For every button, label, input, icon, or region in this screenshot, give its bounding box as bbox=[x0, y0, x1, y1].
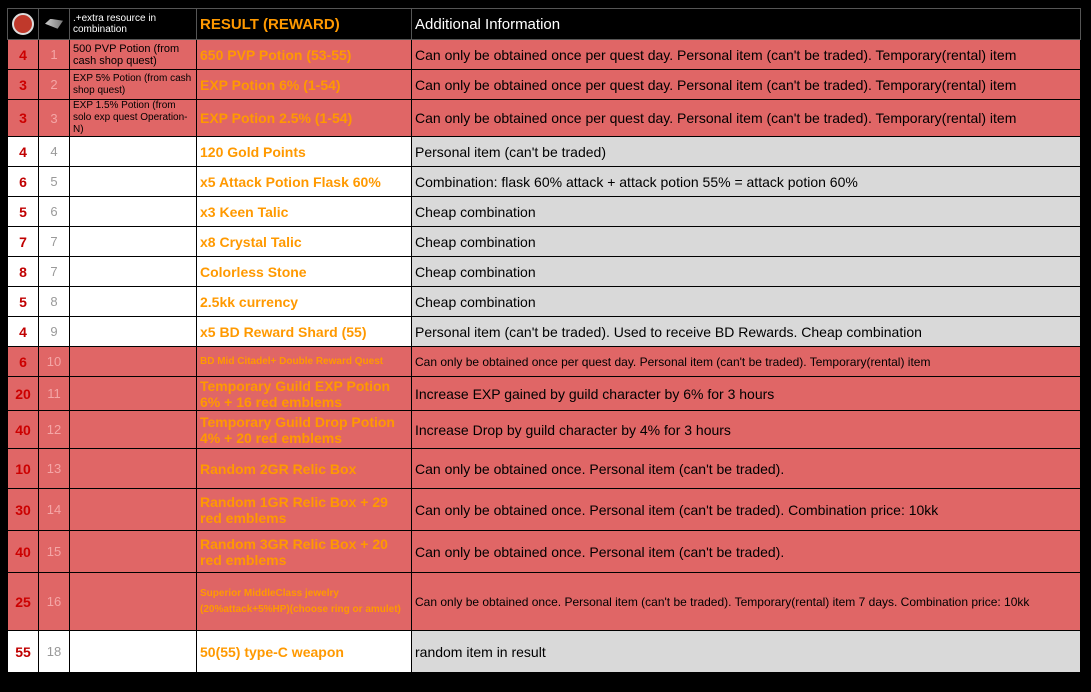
result-cell: EXP Potion 2.5% (1-54) bbox=[197, 100, 412, 137]
info-cell: Can only be obtained once per quest day. Personal item (can't be traded). Temporary(rental) item bbox=[412, 70, 1081, 100]
extra-resource-cell: EXP 1.5% Potion (from solo exp quest Operation-N) bbox=[70, 100, 197, 137]
count-cell: 55 bbox=[8, 631, 39, 673]
extra-resource-cell bbox=[70, 449, 197, 489]
count-cell: 40 bbox=[8, 531, 39, 573]
table-row bbox=[8, 411, 1081, 449]
index-cell: 14 bbox=[39, 489, 70, 531]
info-cell: Personal item (can't be traded) bbox=[412, 137, 1081, 167]
index-cell: 6 bbox=[39, 197, 70, 227]
info-cell: Can only be obtained once per quest day. Personal item (can't be traded). Temporary(rental) item bbox=[412, 40, 1081, 70]
emblem-icon bbox=[12, 13, 34, 35]
table-row bbox=[8, 449, 1081, 489]
result-cell: Temporary Guild Drop Potion 4% + 20 red emblems bbox=[197, 411, 412, 449]
header-info: Additional Information bbox=[412, 9, 1081, 40]
count-cell: 4 bbox=[8, 40, 39, 70]
count-cell: 4 bbox=[8, 137, 39, 167]
index-cell: 5 bbox=[39, 167, 70, 197]
table-row bbox=[8, 317, 1081, 347]
result-cell: x3 Keen Talic bbox=[197, 197, 412, 227]
info-cell: Personal item (can't be traded). Used to receive BD Rewards. Cheap combination bbox=[412, 317, 1081, 347]
result-cell: Random 1GR Relic Box + 29 red emblems bbox=[197, 489, 412, 531]
result-cell: x5 BD Reward Shard (55) bbox=[197, 317, 412, 347]
index-cell: 16 bbox=[39, 573, 70, 631]
result-cell: 650 PVP Potion (53-55) bbox=[197, 40, 412, 70]
count-cell: 6 bbox=[8, 167, 39, 197]
header-result: RESULT (REWARD) bbox=[197, 9, 412, 40]
result-cell: x8 Crystal Talic bbox=[197, 227, 412, 257]
table-row bbox=[8, 40, 1081, 70]
result-cell: Random 2GR Relic Box bbox=[197, 449, 412, 489]
count-cell: 8 bbox=[8, 257, 39, 287]
index-cell: 4 bbox=[39, 137, 70, 167]
table-row bbox=[8, 531, 1081, 573]
index-cell: 9 bbox=[39, 317, 70, 347]
result-cell: 50(55) type-C weapon bbox=[197, 631, 412, 673]
table-row bbox=[8, 137, 1081, 167]
extra-resource-cell bbox=[70, 167, 197, 197]
index-cell: 8 bbox=[39, 287, 70, 317]
extra-resource-cell bbox=[70, 287, 197, 317]
info-cell: Can only be obtained once. Personal item (can't be traded). bbox=[412, 449, 1081, 489]
count-cell: 3 bbox=[8, 70, 39, 100]
count-cell: 30 bbox=[8, 489, 39, 531]
extra-resource-cell bbox=[70, 227, 197, 257]
extra-resource-cell bbox=[70, 631, 197, 673]
count-cell: 25 bbox=[8, 573, 39, 631]
index-cell: 12 bbox=[39, 411, 70, 449]
result-cell: 2.5kk currency bbox=[197, 287, 412, 317]
result-cell: BD Mid Citadel+ Double Reward Quest bbox=[197, 347, 412, 377]
index-cell: 2 bbox=[39, 70, 70, 100]
result-cell: Superior MiddleClass jewelry (20%attack+5%HP)(choose ring or amulet) bbox=[197, 573, 412, 631]
table-row bbox=[8, 70, 1081, 100]
info-cell: Can only be obtained once. Personal item (can't be traded). Temporary(rental) item 7 days. Combination price: 10kk bbox=[412, 573, 1081, 631]
info-cell: Cheap combination bbox=[412, 197, 1081, 227]
result-cell: EXP Potion 6% (1-54) bbox=[197, 70, 412, 100]
count-cell: 6 bbox=[8, 347, 39, 377]
index-cell: 18 bbox=[39, 631, 70, 673]
extra-resource-cell bbox=[70, 257, 197, 287]
index-cell: 15 bbox=[39, 531, 70, 573]
extra-resource-cell bbox=[70, 317, 197, 347]
info-cell: Cheap combination bbox=[412, 227, 1081, 257]
gem-icon bbox=[45, 19, 63, 29]
table-row bbox=[8, 573, 1081, 631]
index-cell: 11 bbox=[39, 377, 70, 411]
count-cell: 7 bbox=[8, 227, 39, 257]
info-cell: Increase EXP gained by guild character by 6% for 3 hours bbox=[412, 377, 1081, 411]
index-cell: 1 bbox=[39, 40, 70, 70]
count-cell: 5 bbox=[8, 287, 39, 317]
extra-resource-cell bbox=[70, 531, 197, 573]
index-cell: 7 bbox=[39, 257, 70, 287]
result-cell: x5 Attack Potion Flask 60% bbox=[197, 167, 412, 197]
table-row bbox=[8, 197, 1081, 227]
extra-resource-cell bbox=[70, 411, 197, 449]
info-cell: Can only be obtained once per quest day. Personal item (can't be traded). Temporary(rental) item bbox=[412, 347, 1081, 377]
extra-resource-cell bbox=[70, 573, 197, 631]
extra-resource-cell bbox=[70, 377, 197, 411]
extra-resource-cell bbox=[70, 197, 197, 227]
rewards-table bbox=[7, 8, 1081, 673]
count-cell: 40 bbox=[8, 411, 39, 449]
table-row bbox=[8, 257, 1081, 287]
result-cell: Temporary Guild EXP Potion 6% + 16 red emblems bbox=[197, 377, 412, 411]
header-extra: .+extra resource in combination bbox=[70, 9, 197, 40]
result-cell: Colorless Stone bbox=[197, 257, 412, 287]
table-row bbox=[8, 377, 1081, 411]
table-row bbox=[8, 100, 1081, 137]
table-row bbox=[8, 347, 1081, 377]
table-row bbox=[8, 227, 1081, 257]
table-row bbox=[8, 287, 1081, 317]
index-cell: 13 bbox=[39, 449, 70, 489]
count-cell: 5 bbox=[8, 197, 39, 227]
extra-resource-cell bbox=[70, 137, 197, 167]
result-cell: 120 Gold Points bbox=[197, 137, 412, 167]
result-cell: Random 3GR Relic Box + 20 red emblems bbox=[197, 531, 412, 573]
info-cell: Increase Drop by guild character by 4% for 3 hours bbox=[412, 411, 1081, 449]
info-cell: Cheap combination bbox=[412, 287, 1081, 317]
info-cell: Can only be obtained once per quest day. Personal item (can't be traded). Temporary(rental) item bbox=[412, 100, 1081, 137]
index-cell: 10 bbox=[39, 347, 70, 377]
count-cell: 4 bbox=[8, 317, 39, 347]
extra-resource-cell bbox=[70, 489, 197, 531]
info-cell: Can only be obtained once. Personal item (can't be traded). Combination price: 10kk bbox=[412, 489, 1081, 531]
extra-resource-cell: 500 PVP Potion (from cash shop quest) bbox=[70, 40, 197, 70]
header-row bbox=[8, 9, 1081, 40]
extra-resource-cell: EXP 5% Potion (from cash shop quest) bbox=[70, 70, 197, 100]
count-cell: 20 bbox=[8, 377, 39, 411]
index-cell: 3 bbox=[39, 100, 70, 137]
table-row bbox=[8, 489, 1081, 531]
count-cell: 10 bbox=[8, 449, 39, 489]
table-row bbox=[8, 631, 1081, 673]
extra-resource-cell bbox=[70, 347, 197, 377]
table-row bbox=[8, 167, 1081, 197]
index-cell: 7 bbox=[39, 227, 70, 257]
info-cell: Combination: flask 60% attack + attack potion 55% = attack potion 60% bbox=[412, 167, 1081, 197]
info-cell: random item in result bbox=[412, 631, 1081, 673]
info-cell: Cheap combination bbox=[412, 257, 1081, 287]
count-cell: 3 bbox=[8, 100, 39, 137]
info-cell: Can only be obtained once. Personal item (can't be traded). bbox=[412, 531, 1081, 573]
